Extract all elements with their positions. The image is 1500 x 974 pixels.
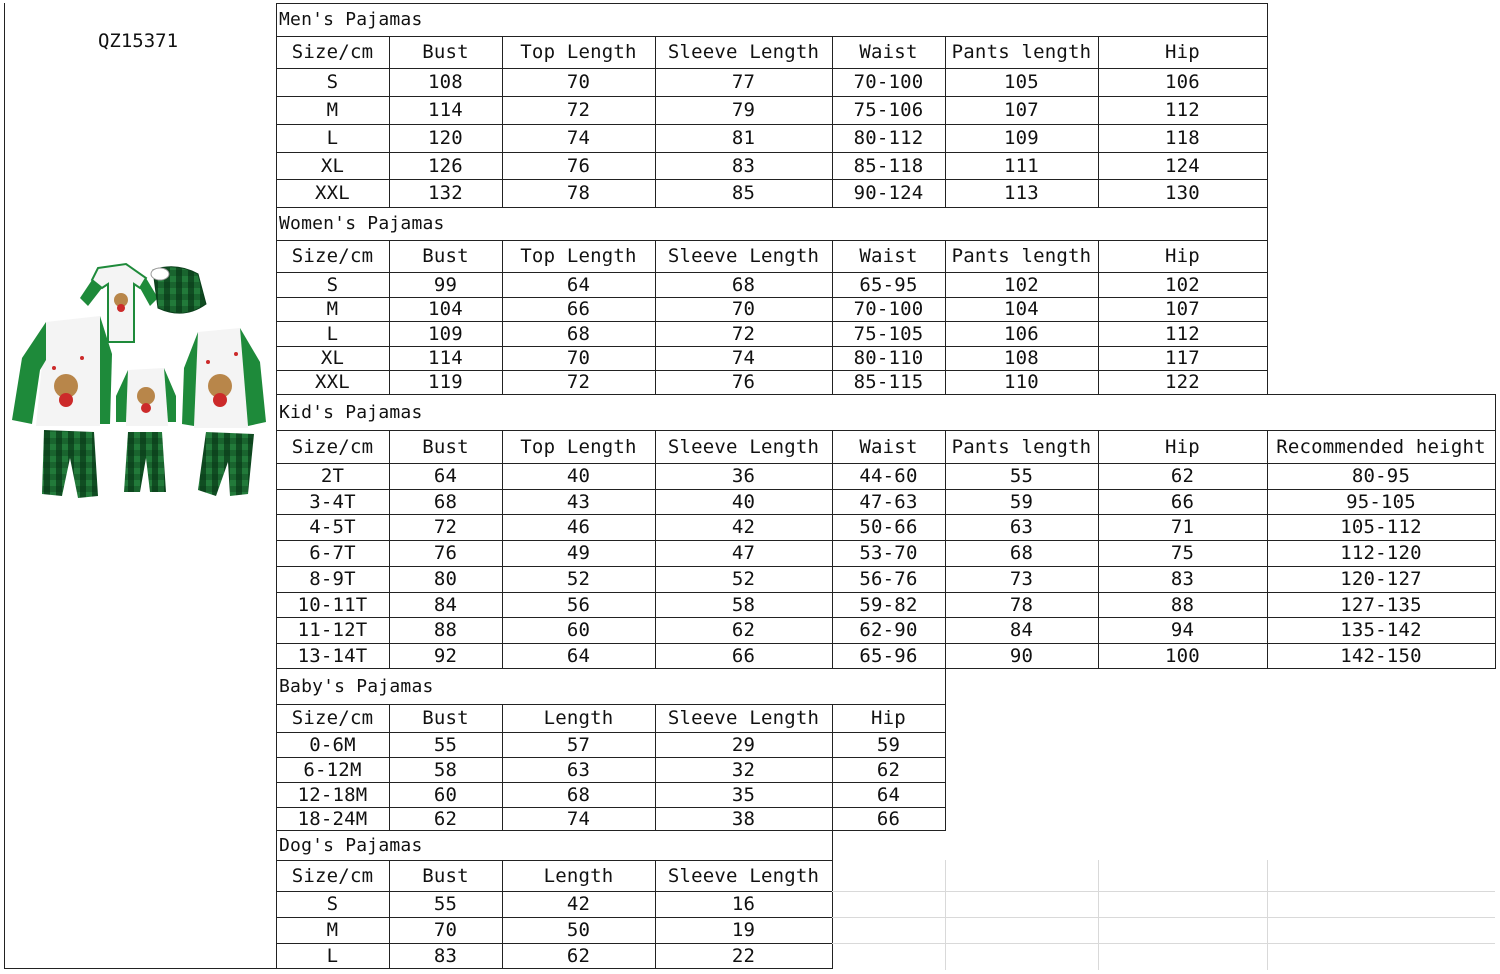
- table-cell: 71: [1170, 516, 1195, 538]
- table-cell: 127-135: [1340, 593, 1422, 616]
- size-cell: 6-12M: [303, 758, 362, 781]
- table-cell: 50: [566, 919, 591, 941]
- table-cell: 106: [1004, 322, 1039, 345]
- grid-line: [832, 830, 833, 969]
- table-cell: 58: [433, 758, 458, 781]
- table-cell: 74: [566, 127, 591, 149]
- table-cell: 66: [876, 807, 901, 830]
- table-cell: 55: [433, 893, 458, 915]
- adult-top-right-icon: [182, 328, 266, 428]
- table-cell: 19: [731, 919, 756, 941]
- table-cell: 64: [566, 644, 591, 667]
- column-header: Bust: [422, 41, 469, 63]
- size-cell: XL: [320, 154, 345, 177]
- size-cell: S: [326, 893, 339, 915]
- table-cell: 56-76: [859, 568, 918, 590]
- table-cell: 58: [731, 593, 756, 616]
- table-cell: 108: [1004, 347, 1039, 369]
- column-header: Sleeve Length: [667, 245, 820, 267]
- product-code: QZ15371: [97, 30, 179, 52]
- column-header: Length: [543, 864, 614, 887]
- table-cell: 64: [433, 465, 458, 487]
- grid-line: [4, 968, 276, 969]
- table-cell: 114: [428, 347, 463, 369]
- table-cell: 72: [433, 516, 458, 538]
- table-cell: 78: [566, 182, 591, 204]
- table-cell: 99: [433, 273, 458, 296]
- table-cell: 108: [428, 71, 463, 93]
- grid-line: [276, 394, 1496, 395]
- grid-line: [276, 3, 1268, 4]
- table-cell: 118: [1165, 127, 1200, 149]
- table-cell: 80-110: [853, 347, 924, 369]
- size-cell: S: [326, 273, 339, 296]
- table-cell: 88: [433, 619, 458, 641]
- table-title: Baby's Pajamas: [279, 675, 434, 697]
- table-cell: 32: [731, 758, 756, 781]
- size-cell: 0-6M: [309, 733, 356, 756]
- table-cell: 63: [1009, 516, 1034, 538]
- grid-line: [945, 860, 946, 970]
- size-cell: 3-4T: [309, 490, 356, 513]
- grid-line: [1267, 3, 1268, 208]
- table-cell: 109: [428, 322, 463, 345]
- table-cell: 85-115: [853, 371, 924, 393]
- table-cell: 70-100: [853, 71, 924, 93]
- grid-line: [276, 207, 1268, 208]
- column-header: Bust: [422, 707, 469, 729]
- table-cell: 65-95: [859, 273, 918, 296]
- table-cell: 55: [1009, 465, 1034, 487]
- table-cell: 35: [731, 783, 756, 806]
- table-cell: 107: [1165, 298, 1200, 320]
- table-cell: 70: [433, 919, 458, 941]
- column-header: Recommended height: [1276, 435, 1486, 458]
- table-cell: 117: [1165, 347, 1200, 369]
- table-cell: 62: [433, 807, 458, 830]
- family-pajama-product-image: [8, 258, 270, 520]
- table-cell: 119: [428, 371, 463, 393]
- table-cell: 105: [1004, 71, 1039, 93]
- table-title: Women's Pajamas: [279, 213, 445, 234]
- size-cell: L: [326, 944, 339, 967]
- table-cell: 62: [1170, 465, 1195, 487]
- plaid-pants-icons: [42, 430, 254, 498]
- table-cell: 84: [1009, 619, 1034, 641]
- table-cell: 52: [731, 568, 756, 590]
- column-header: Waist: [859, 245, 918, 267]
- column-header: Waist: [859, 41, 918, 63]
- table-cell: 70-100: [853, 298, 924, 320]
- table-cell: 80-112: [853, 127, 924, 149]
- table-cell: 62: [876, 758, 901, 781]
- table-cell: 77: [731, 71, 756, 93]
- table-cell: 38: [731, 807, 756, 830]
- table-cell: 70: [731, 298, 756, 320]
- column-header: Sleeve Length: [667, 864, 820, 887]
- table-cell: 83: [731, 154, 756, 177]
- table-cell: 53-70: [859, 542, 918, 564]
- grid-line: [832, 917, 1495, 918]
- table-cell: 100: [1165, 644, 1200, 667]
- table-cell: 124: [1165, 154, 1200, 177]
- child-top-icon: [116, 368, 176, 426]
- size-cell: 13-14T: [297, 644, 368, 667]
- table-cell: 42: [731, 516, 756, 538]
- table-cell: 50-66: [859, 516, 918, 538]
- table-cell: 126: [428, 154, 463, 177]
- column-header: Pants length: [951, 41, 1092, 63]
- grid-line: [4, 3, 5, 969]
- table-cell: 130: [1165, 182, 1200, 204]
- table-cell: 75-105: [853, 322, 924, 345]
- table-cell: 75: [1170, 542, 1195, 564]
- size-cell: 11-12T: [297, 619, 368, 641]
- table-cell: 114: [428, 99, 463, 121]
- table-cell: 94: [1170, 619, 1195, 641]
- table-cell: 102: [1004, 273, 1039, 296]
- table-cell: 90-124: [853, 182, 924, 204]
- table-cell: 85: [731, 182, 756, 204]
- column-header: Length: [543, 707, 614, 729]
- size-cell: XXL: [315, 182, 350, 204]
- column-header: Sleeve Length: [667, 435, 820, 458]
- table-cell: 107: [1004, 99, 1039, 121]
- table-cell: 74: [566, 807, 591, 830]
- table-cell: 16: [731, 893, 756, 915]
- table-title: Dog's Pajamas: [279, 834, 423, 856]
- table-cell: 29: [731, 733, 756, 756]
- column-header: Size/cm: [291, 41, 374, 63]
- size-cell: 2T: [320, 465, 345, 487]
- table-cell: 72: [566, 371, 591, 393]
- table-cell: 57: [566, 733, 591, 756]
- column-header: Hip: [1165, 435, 1200, 458]
- column-header: Hip: [1165, 245, 1200, 267]
- column-header: Size/cm: [291, 707, 374, 729]
- table-cell: 79: [731, 99, 756, 121]
- column-header: Top Length: [520, 245, 637, 267]
- table-cell: 22: [731, 944, 756, 967]
- table-cell: 109: [1004, 127, 1039, 149]
- size-cell: 6-7T: [309, 542, 356, 564]
- table-cell: 59-82: [859, 593, 918, 616]
- column-header: Sleeve Length: [667, 41, 820, 63]
- table-cell: 64: [876, 783, 901, 806]
- table-cell: 83: [433, 944, 458, 967]
- table-cell: 66: [566, 298, 591, 320]
- size-cell: 10-11T: [297, 593, 368, 616]
- size-cell: M: [326, 298, 339, 320]
- table-cell: 95-105: [1346, 490, 1416, 513]
- grid-line: [1267, 860, 1268, 970]
- table-cell: 43: [566, 490, 591, 513]
- table-cell: 68: [566, 322, 591, 345]
- table-cell: 42: [566, 893, 591, 915]
- table-cell: 70: [566, 347, 591, 369]
- size-cell: M: [326, 99, 339, 121]
- table-cell: 36: [731, 465, 756, 487]
- table-cell: 56: [566, 593, 591, 616]
- size-cell: 18-24M: [297, 807, 368, 830]
- grid-line: [832, 891, 1495, 892]
- size-cell: 8-9T: [309, 568, 356, 590]
- size-cell: 4-5T: [309, 516, 356, 538]
- grid-line: [1495, 394, 1496, 669]
- table-cell: 52: [566, 568, 591, 590]
- table-cell: 84: [433, 593, 458, 616]
- table-cell: 55: [433, 733, 458, 756]
- table-cell: 63: [566, 758, 591, 781]
- table-cell: 111: [1004, 154, 1039, 177]
- table-cell: 83: [1170, 568, 1195, 590]
- table-cell: 85-118: [853, 154, 924, 177]
- column-header: Pants length: [951, 245, 1092, 267]
- table-cell: 60: [433, 783, 458, 806]
- table-cell: 105-112: [1340, 516, 1422, 538]
- table-title: Kid's Pajamas: [279, 401, 423, 423]
- table-cell: 81: [731, 127, 756, 149]
- size-cell: XXL: [315, 371, 350, 393]
- size-cell: L: [326, 127, 339, 149]
- table-cell: 80: [433, 568, 458, 590]
- column-header: Bust: [422, 245, 469, 267]
- table-cell: 65-96: [859, 644, 918, 667]
- grid-line: [1098, 860, 1099, 970]
- column-header: Top Length: [520, 41, 637, 63]
- table-cell: 110: [1004, 371, 1039, 393]
- column-header: Hip: [1165, 41, 1200, 63]
- grid-line: [276, 968, 833, 969]
- table-cell: 120-127: [1340, 568, 1422, 590]
- size-cell: L: [326, 322, 339, 345]
- table-cell: 60: [566, 619, 591, 641]
- column-header: Bust: [422, 435, 469, 458]
- table-cell: 76: [566, 154, 591, 177]
- table-cell: 80-95: [1351, 465, 1411, 487]
- table-cell: 59: [876, 733, 901, 756]
- table-cell: 75-106: [853, 99, 924, 121]
- table-cell: 120: [428, 127, 463, 149]
- column-header: Size/cm: [291, 245, 374, 267]
- table-cell: 112: [1165, 322, 1200, 345]
- table-cell: 92: [433, 644, 458, 667]
- grid-line: [276, 668, 946, 669]
- table-cell: 68: [433, 490, 458, 513]
- table-cell: 88: [1170, 593, 1195, 616]
- table-cell: 66: [731, 644, 756, 667]
- grid-line: [1267, 207, 1268, 395]
- table-cell: 102: [1165, 273, 1200, 296]
- column-header: Bust: [422, 864, 469, 887]
- table-cell: 62: [731, 619, 756, 641]
- table-cell: 62: [566, 944, 591, 967]
- table-cell: 112-120: [1340, 542, 1422, 564]
- table-cell: 90: [1009, 644, 1034, 667]
- table-cell: 59: [1009, 490, 1034, 513]
- column-header: Hip: [871, 707, 906, 729]
- size-cell: 12-18M: [297, 783, 368, 806]
- table-cell: 40: [566, 465, 591, 487]
- table-cell: 78: [1009, 593, 1034, 616]
- table-cell: 76: [731, 371, 756, 393]
- table-cell: 68: [731, 273, 756, 296]
- table-cell: 68: [566, 783, 591, 806]
- size-cell: XL: [320, 347, 345, 369]
- table-cell: 104: [1004, 298, 1039, 320]
- table-cell: 72: [731, 322, 756, 345]
- table-cell: 47: [731, 542, 756, 564]
- column-header: Top Length: [520, 435, 637, 458]
- table-title: Men's Pajamas: [279, 9, 423, 30]
- column-header: Size/cm: [291, 864, 374, 887]
- dog-pajama-icon: [151, 267, 206, 313]
- grid-line: [276, 830, 833, 831]
- table-cell: 76: [433, 542, 458, 564]
- table-cell: 122: [1165, 371, 1200, 393]
- column-header: Waist: [859, 435, 918, 458]
- size-cell: M: [326, 919, 339, 941]
- table-cell: 49: [566, 542, 591, 564]
- table-cell: 62-90: [859, 619, 918, 641]
- table-cell: 104: [428, 298, 463, 320]
- table-cell: 66: [1170, 490, 1195, 513]
- table-cell: 132: [428, 182, 463, 204]
- table-cell: 142-150: [1340, 644, 1422, 667]
- table-cell: 73: [1009, 568, 1034, 590]
- table-cell: 72: [566, 99, 591, 121]
- table-cell: 64: [566, 273, 591, 296]
- table-cell: 113: [1004, 182, 1039, 204]
- table-cell: 135-142: [1340, 619, 1422, 641]
- table-cell: 106: [1165, 71, 1200, 93]
- size-cell: S: [326, 71, 339, 93]
- table-cell: 40: [731, 490, 756, 513]
- table-cell: 112: [1165, 99, 1200, 121]
- table-cell: 70: [566, 71, 591, 93]
- table-cell: 68: [1009, 542, 1034, 564]
- table-cell: 47-63: [859, 490, 918, 513]
- grid-line: [832, 943, 1495, 944]
- table-cell: 44-60: [859, 465, 918, 487]
- column-header: Pants length: [951, 435, 1092, 458]
- table-cell: 46: [566, 516, 591, 538]
- adult-top-left-icon: [12, 316, 112, 426]
- table-cell: 74: [731, 347, 756, 369]
- column-header: Sleeve Length: [667, 707, 820, 729]
- column-header: Size/cm: [291, 435, 374, 458]
